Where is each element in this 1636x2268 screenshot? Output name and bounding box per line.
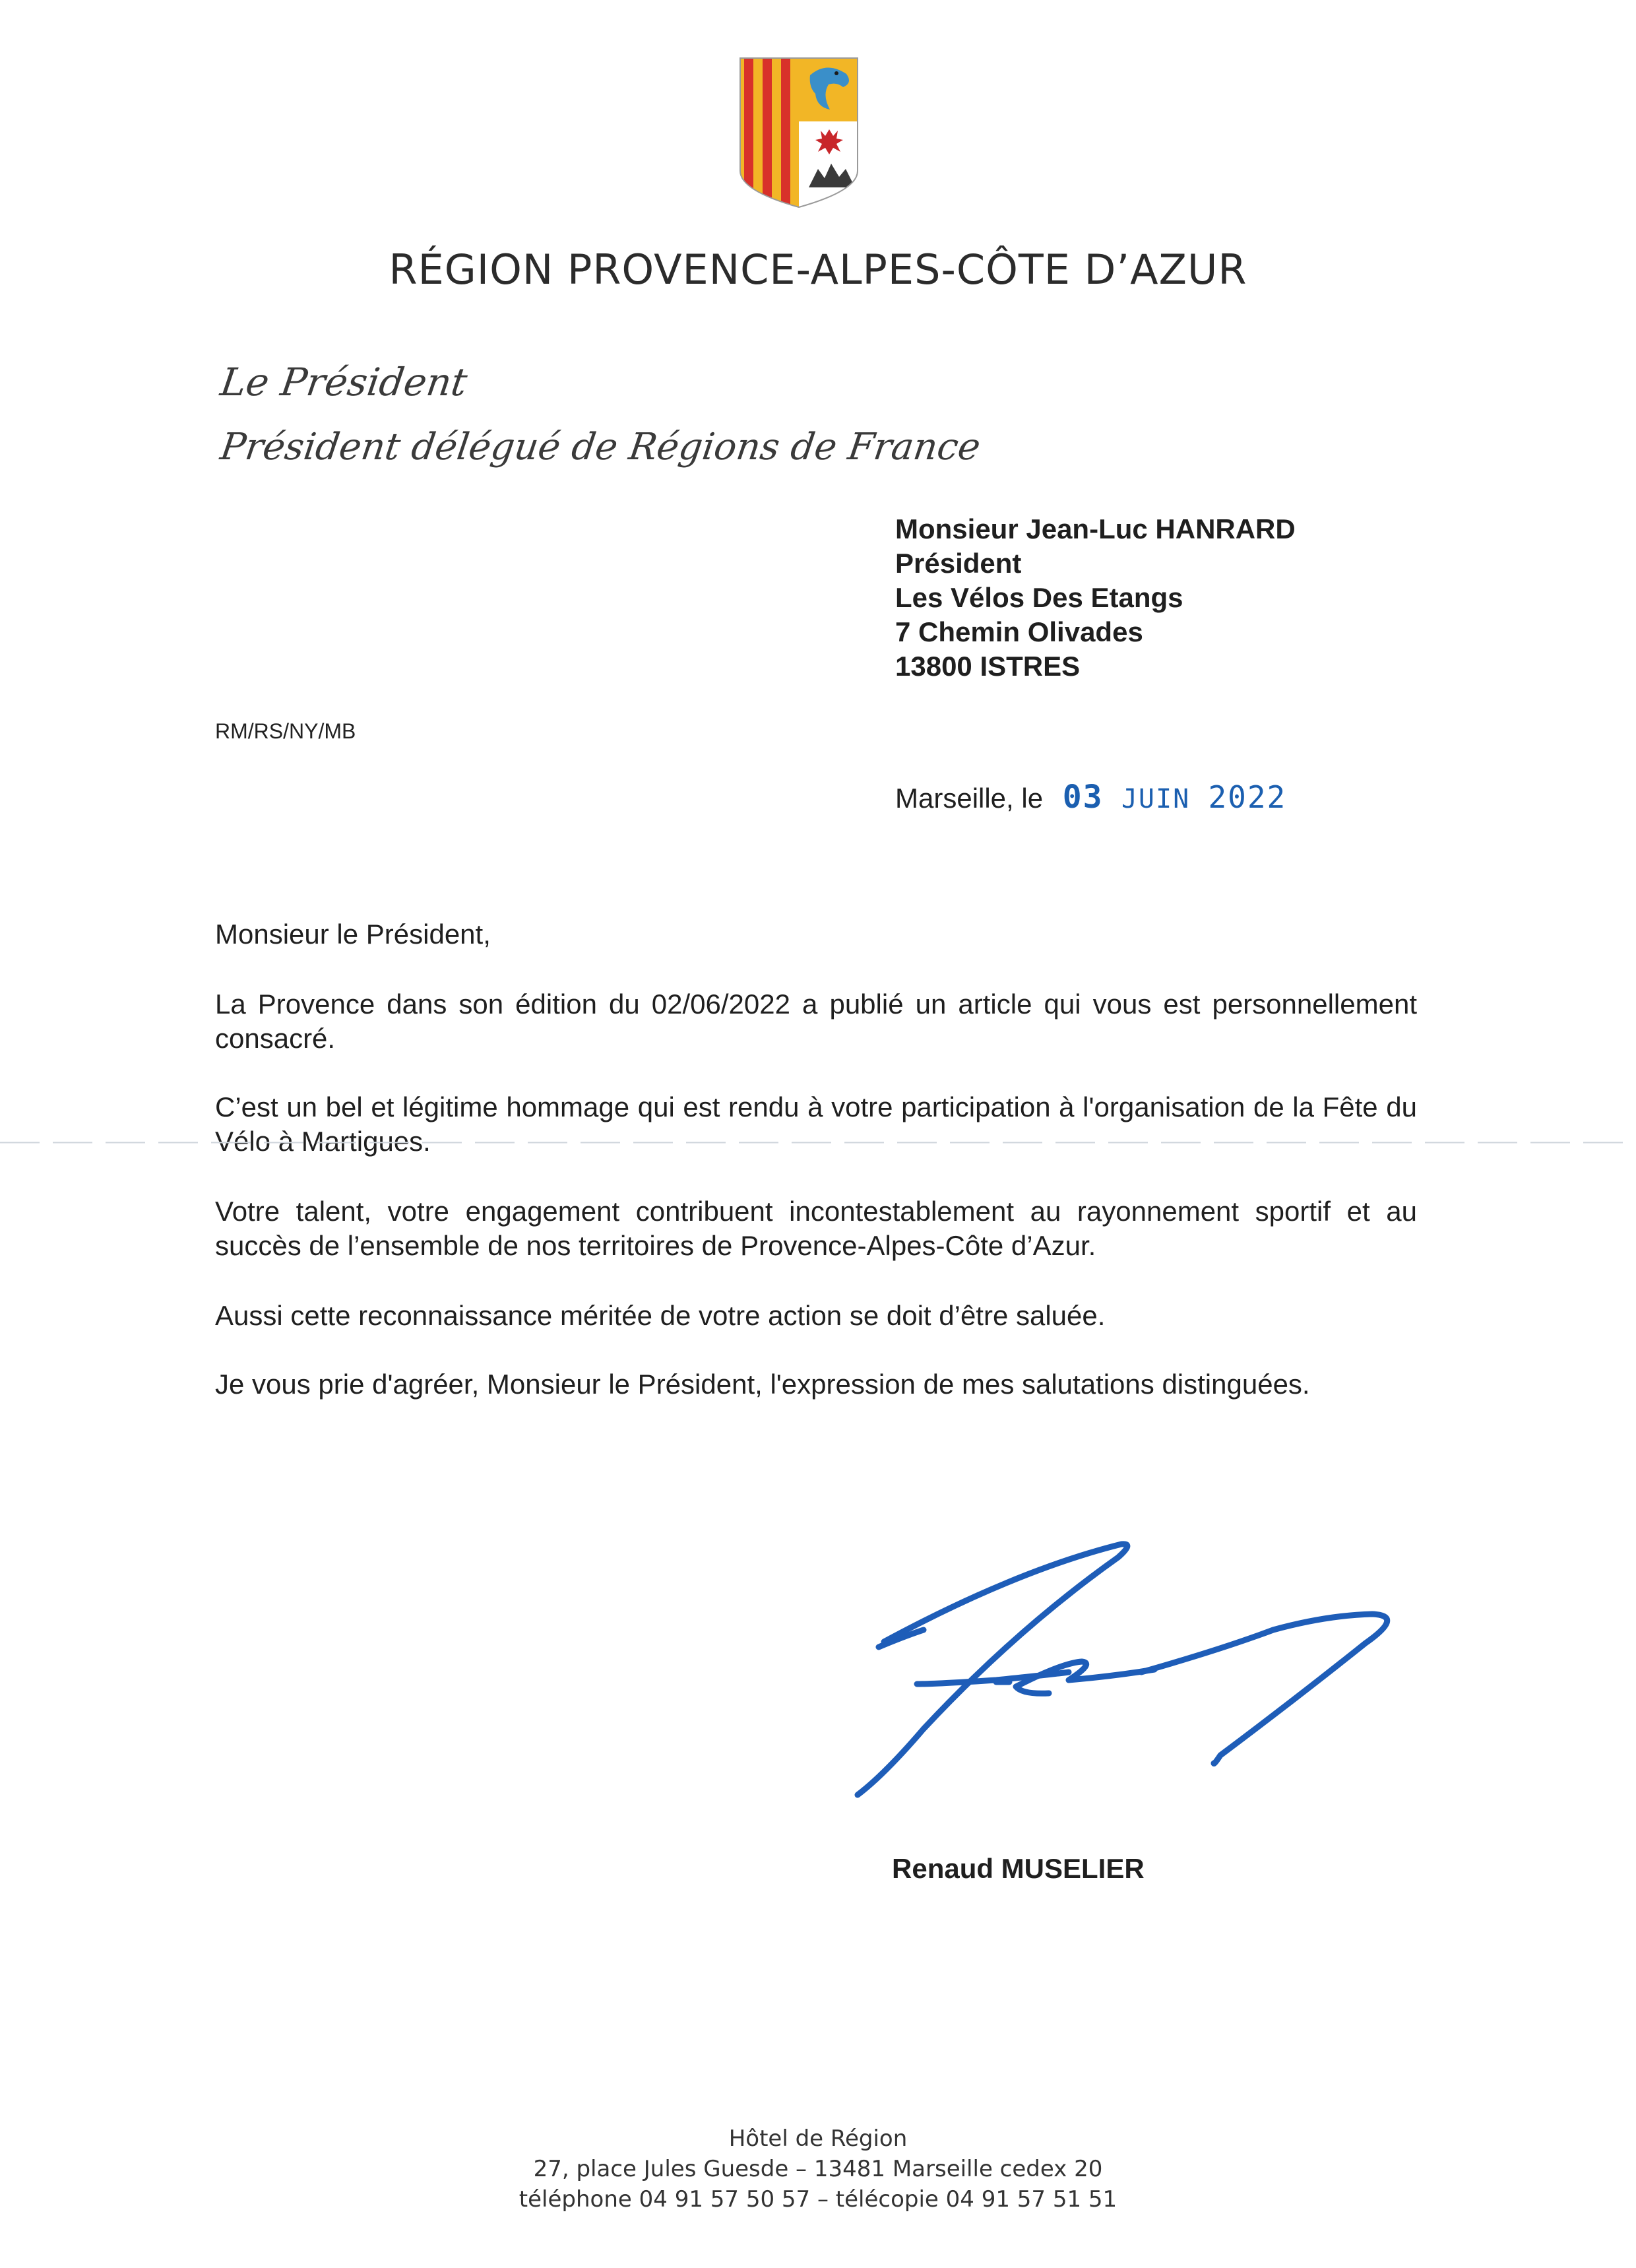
sender-subtitle: Président délégué de Régions de France	[218, 426, 984, 469]
recipient-role: Président	[895, 548, 1022, 579]
footer-address	[0, 2123, 1636, 2215]
footer-line-1: Hôtel de Région	[728, 2125, 908, 2152]
sender-title: Le Président	[218, 360, 470, 405]
date-line	[895, 779, 1286, 816]
paper-fold-line	[0, 1142, 1636, 1144]
footer-line-3: téléphone 04 91 57 50 57 – télécopie 04 91 57 51 51	[519, 2186, 1117, 2213]
handwritten-signature	[851, 1531, 1445, 1821]
paragraph-2: C’est un bel et légitime hommage qui est rendu à votre participation à l'organisation de la Fête du Vélo à Martigues.	[215, 1091, 1417, 1157]
stamp-month: JUIN	[1121, 784, 1191, 814]
date-stamp	[1063, 779, 1287, 816]
stamp-day: 03	[1062, 779, 1104, 816]
stamp-year: 2022	[1208, 779, 1287, 815]
recipient-name: Monsieur Jean-Luc HANRARD	[895, 513, 1296, 544]
reference-code: RM/RS/NY/MB	[215, 719, 356, 743]
region-paca-coat-of-arms-icon	[738, 55, 860, 210]
recipient-organization: Les Vélos Des Etangs	[895, 582, 1183, 613]
region-name: RÉGION PROVENCE-ALPES-CÔTE D’AZUR	[389, 245, 1247, 294]
recipient-city: 13800 ISTRES	[895, 651, 1081, 682]
paragraph-3: Votre talent, votre engagement contribuent incontestablement au rayonnement sportif et au succès de l’ensemble de nos territoires de Provence-Alpes-Côte d’Azur.	[215, 1196, 1417, 1261]
paragraph-4: Aussi cette reconnaissance méritée de votre action se doit d’être saluée.	[215, 1300, 1106, 1331]
paragraph-5: Je vous prie d'agréer, Monsieur le Président, l'expression de mes salutations distinguées.	[215, 1369, 1310, 1400]
recipient-street: 7 Chemin Olivades	[895, 616, 1143, 647]
signer-name: Renaud MUSELIER	[892, 1853, 1145, 1884]
recipient-address-block	[895, 512, 1296, 684]
paragraph-1: La Provence dans son édition du 02/06/2022 a publié un article qui vous est personnellement consacré.	[215, 988, 1417, 1054]
footer-line-2: 27, place Jules Guesde – 13481 Marseille cedex 20	[533, 2156, 1103, 2182]
date-prefix: Marseille, le	[895, 783, 1044, 814]
salutation: Monsieur le Président,	[215, 919, 491, 950]
